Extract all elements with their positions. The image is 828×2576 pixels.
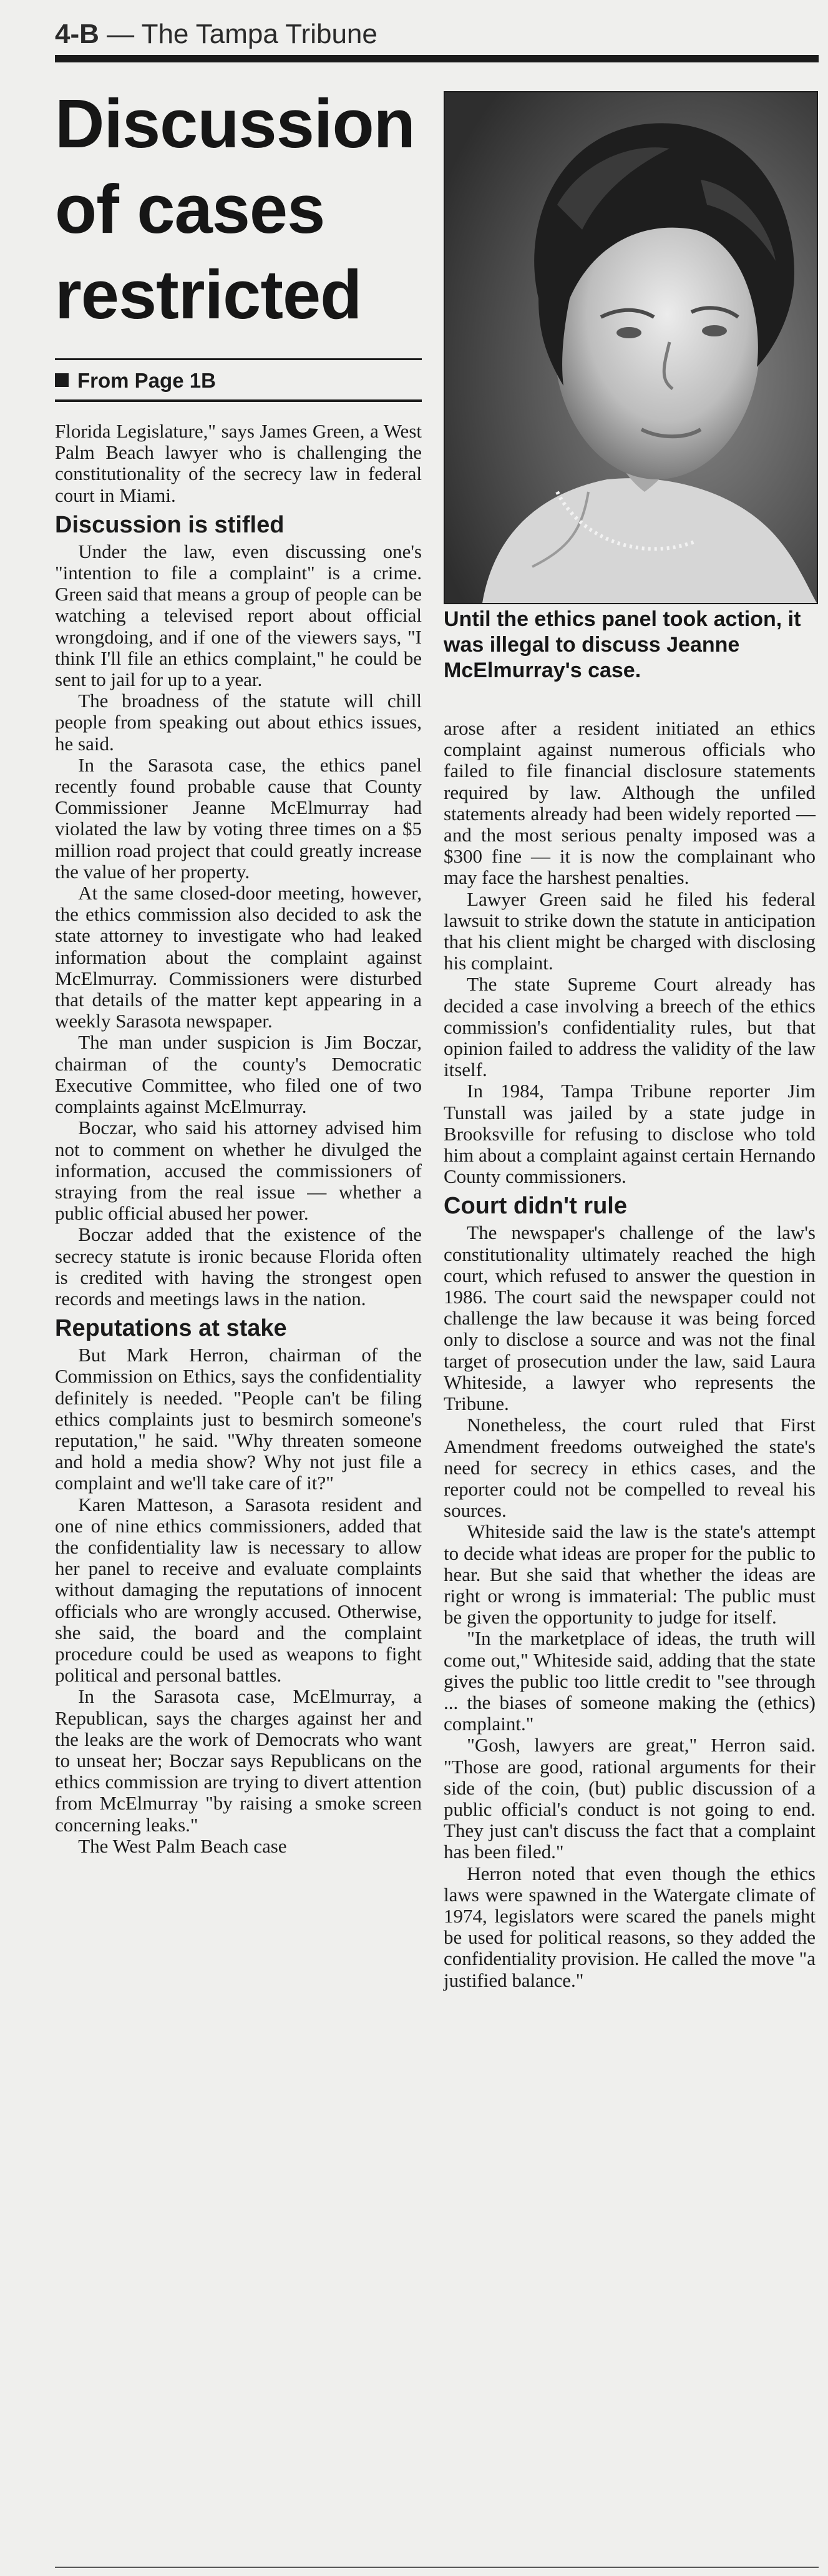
paragraph: Nonetheless, the court ruled that First Amendment freedoms outweighed the state's need for secrecy in ethics cases, and the reporter could not be compelled to reveal his sources. bbox=[444, 1414, 816, 1522]
square-bullet-icon bbox=[55, 373, 69, 387]
paragraph: Boczar added that the existence of the secrecy statute is ironic because Florida often is credited with having the strongest open records and meetings laws in the nation. bbox=[55, 1223, 422, 1310]
jump-rule-top bbox=[55, 358, 422, 360]
paragraph: Whiteside said the law is the state's attempt to decide what ideas are proper for the public to hear. But she said that whether the ideas are right or wrong is immaterial: The public must be given the opportunity to judge for itself. bbox=[444, 1521, 816, 1628]
paragraph: At the same closed-door meeting, however, the ethics commission also decided to ask the state attorney to investigate who had leaked information about the complaint against McElmurray. Commissioners were disturbed that details of the matter kept appearing in a weekly Sarasota newspaper. bbox=[55, 882, 422, 1032]
paragraph: "In the marketplace of ideas, the truth will come out," Whiteside said, adding that the state gives the public too little credit to "see through ... the biases of someone making the (ethics) complaint." bbox=[444, 1627, 816, 1735]
page-number: 4-B bbox=[55, 19, 99, 49]
article-column-1 bbox=[55, 421, 422, 1857]
paragraph: In the Sarasota case, McElmurray, a Republican, says the charges against her and the leaks are the work of Democrats who want to unseat her; Boczar says Republicans on the ethics commission are trying to divert attention from McElmurray "by raising a smoke screen concerning leaks." bbox=[55, 1685, 422, 1836]
jump-line bbox=[55, 367, 422, 394]
folio-separator: — bbox=[99, 19, 142, 49]
paragraph: arose after a resident initiated an ethics complaint against numerous officials who failed to file financial disclosure statements required by law. Although the unfiled statements already had been widely reported — and the most serious penalty imposed was a $300 fine — it is now the complainant who may face the harshest penalties. bbox=[444, 717, 816, 889]
jump-rule-bottom bbox=[55, 399, 422, 402]
bottom-rule bbox=[55, 2567, 819, 2568]
photo-caption: Until the ethics panel took action, it was illegal to discuss Jeanne McElmurray's case. bbox=[444, 607, 801, 682]
paragraph: The man under suspicion is Jim Boczar, chairman of the county's Democratic Executive Committee, who filed one of two complaints against McElmurray. bbox=[55, 1031, 422, 1118]
subhead-court-didnt-rule: Court didn't rule bbox=[444, 1193, 627, 1220]
paragraph: The state Supreme Court already has decided a case involving a breech of the ethics commission's confidentiality rules, but that opinion failed to address the validity of the law itself. bbox=[444, 973, 816, 1081]
paragraph: Lawyer Green said he filed his federal lawsuit to strike down the statute in anticipation that his client might be charged with disclosing his complaint. bbox=[444, 888, 816, 974]
paragraph: Boczar, who said his attorney advised him not to comment on whether he divulged the information, accused the commissioners of straying from the real issue — whether a public official abused her power. bbox=[55, 1117, 422, 1225]
paragraph: "Gosh, lawyers are great," Herron said. "Those are good, rational arguments for their side of the coin, (but) public discussion of a public official's conduct is not going to end. They just can't discuss the fact that a complaint has been filed." bbox=[444, 1734, 816, 1863]
paragraph: Herron noted that even though the ethics laws were spawned in the Watergate climate of 1974, legislators were scared the panels might be used for political reasons, so they added the confidentiality provision. He called the move "a justified balance." bbox=[444, 1862, 816, 1991]
article-column-2 bbox=[444, 718, 816, 1991]
paragraph: The newspaper's challenge of the law's constitutionality ultimately reached the high court, which refused to answer the question in 1986. The court said the newspaper could not challenge the law because it was being forced only to disclose a source and was not the final target of prosecution under the law, said Laura Whiteside, a lawyer who represents the Tribune. bbox=[444, 1222, 816, 1415]
folio bbox=[55, 16, 819, 52]
paragraph: But Mark Herron, chairman of the Commission on Ethics, says the confidentiality definitely is needed. "People can't be filing ethics complaints just to besmirch someone's reputation," he said. "Why threaten someone and hold a media show? Why not just file a complaint and we'll take care of it?" bbox=[55, 1344, 422, 1494]
paragraph: The broadness of the statute will chill people from speaking out about ethics issues, he said. bbox=[55, 690, 422, 755]
portrait-photo bbox=[444, 91, 818, 604]
paragraph: The West Palm Beach case bbox=[78, 1834, 287, 1857]
paragraph: Florida Legislature," says James Green, a West Palm Beach lawyer who is challenging the constitutionality of the secrecy law in federal court in Miami. bbox=[55, 420, 422, 506]
paragraph: Karen Matteson, a Sarasota resident and one of nine ethics commissioners, added that the confidentiality law is necessary to allow her panel to receive and evaluate complaints without damaging the reputations of innocent officials who are wrongly accused. Otherwise, she said, the board and the complaint procedure could be used as weapons to fight political and personal battles. bbox=[55, 1493, 422, 1687]
subhead-discussion-is-stifled: Discussion is stifled bbox=[55, 511, 285, 538]
paragraph: In the Sarasota case, the ethics panel recently found probable cause that County Commissioner Jeanne McElmurray had violated the law by voting three times on a $5 million road project that could greatly increase the value of her property. bbox=[55, 753, 422, 883]
jump-label: From Page 1B bbox=[77, 369, 216, 392]
paragraph: In 1984, Tampa Tribune reporter Jim Tunstall was jailed by a state judge in Brooksville for refusing to disclose who told him about a complaint against certain Hernando County commissioners. bbox=[444, 1080, 816, 1188]
subhead-reputations-at-stake: Reputations at stake bbox=[55, 1315, 287, 1342]
paper-name: The Tampa Tribune bbox=[141, 19, 377, 49]
paragraph: Under the law, even discussing one's "intention to file a complaint" is a crime. Green said that means a group of people can be watching a televised report about official wrongdoing, and if one of the viewers says, "I think I'll file an ethics complaint," he could be sent to jail for up to a year. bbox=[55, 540, 422, 691]
header-rule bbox=[55, 55, 819, 62]
portrait-image bbox=[445, 92, 817, 603]
headline: Discussion of cases restricted bbox=[55, 86, 415, 333]
